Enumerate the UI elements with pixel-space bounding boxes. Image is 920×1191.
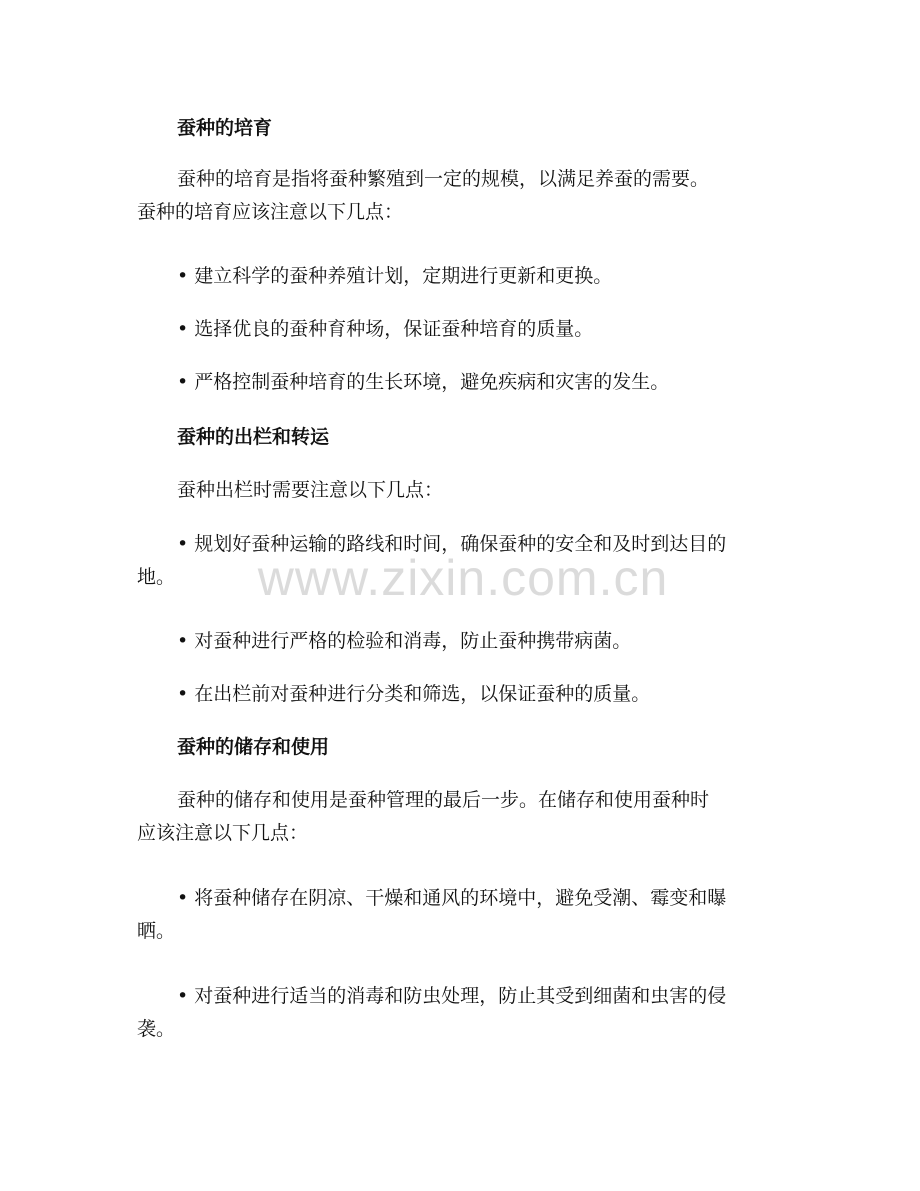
bullet-line: 晒。 bbox=[137, 920, 176, 942]
paragraph-line: 蚕种的培育是指将蚕种繁殖到一定的规模，以满足养蚕的需要。 bbox=[177, 168, 710, 190]
paragraph-line: 蚕种的培育应该注意以下几点： bbox=[137, 201, 404, 223]
paragraph bbox=[137, 163, 785, 229]
paragraph bbox=[137, 784, 785, 850]
section-heading: 蚕种的出栏和转运 bbox=[177, 426, 330, 448]
bullet-line: 地。 bbox=[137, 566, 176, 588]
watermark: www.zixin.com.cn bbox=[257, 550, 669, 606]
bullet-item bbox=[137, 980, 785, 1046]
bullet-line: • 对蚕种进行严格的检验和消毒，防止蚕种携带病菌。 bbox=[177, 630, 632, 652]
bullet-item bbox=[137, 678, 785, 711]
paragraph-line: 蚕种的储存和使用是蚕种管理的最后一步。在储存和使用蚕种时 bbox=[177, 789, 710, 811]
bullet-item bbox=[137, 366, 785, 399]
bullet-item bbox=[137, 882, 785, 948]
bullet-line: • 严格控制蚕种培育的生长环境，避免疾病和灾害的发生。 bbox=[177, 371, 670, 393]
bullet-item bbox=[137, 260, 785, 293]
section-heading: 蚕种的储存和使用 bbox=[177, 736, 330, 758]
paragraph-line: 蚕种出栏时需要注意以下几点： bbox=[177, 479, 444, 501]
bullet-line: • 对蚕种进行适当的消毒和防虫处理，防止其受到细菌和虫害的侵 bbox=[177, 985, 727, 1007]
bullet-line: 袭。 bbox=[137, 1018, 176, 1040]
bullet-line: • 建立科学的蚕种养殖计划，定期进行更新和更换。 bbox=[177, 265, 613, 287]
bullet-item bbox=[137, 625, 785, 658]
bullet-line: • 规划好蚕种运输的路线和时间，确保蚕种的安全和及时到达目的 bbox=[177, 533, 727, 555]
section-heading: 蚕种的培育 bbox=[177, 117, 273, 139]
bullet-line: • 在出栏前对蚕种进行分类和筛选，以保证蚕种的质量。 bbox=[177, 683, 651, 705]
bullet-item bbox=[137, 528, 785, 594]
bullet-line: • 将蚕种储存在阴凉、干燥和通风的环境中，避免受潮、霉变和曝 bbox=[177, 887, 727, 909]
bullet-line: • 选择优良的蚕种育种场，保证蚕种培育的质量。 bbox=[177, 318, 594, 340]
paragraph bbox=[137, 474, 785, 507]
paragraph-line: 应该注意以下几点： bbox=[137, 822, 309, 844]
bullet-item bbox=[137, 313, 785, 346]
